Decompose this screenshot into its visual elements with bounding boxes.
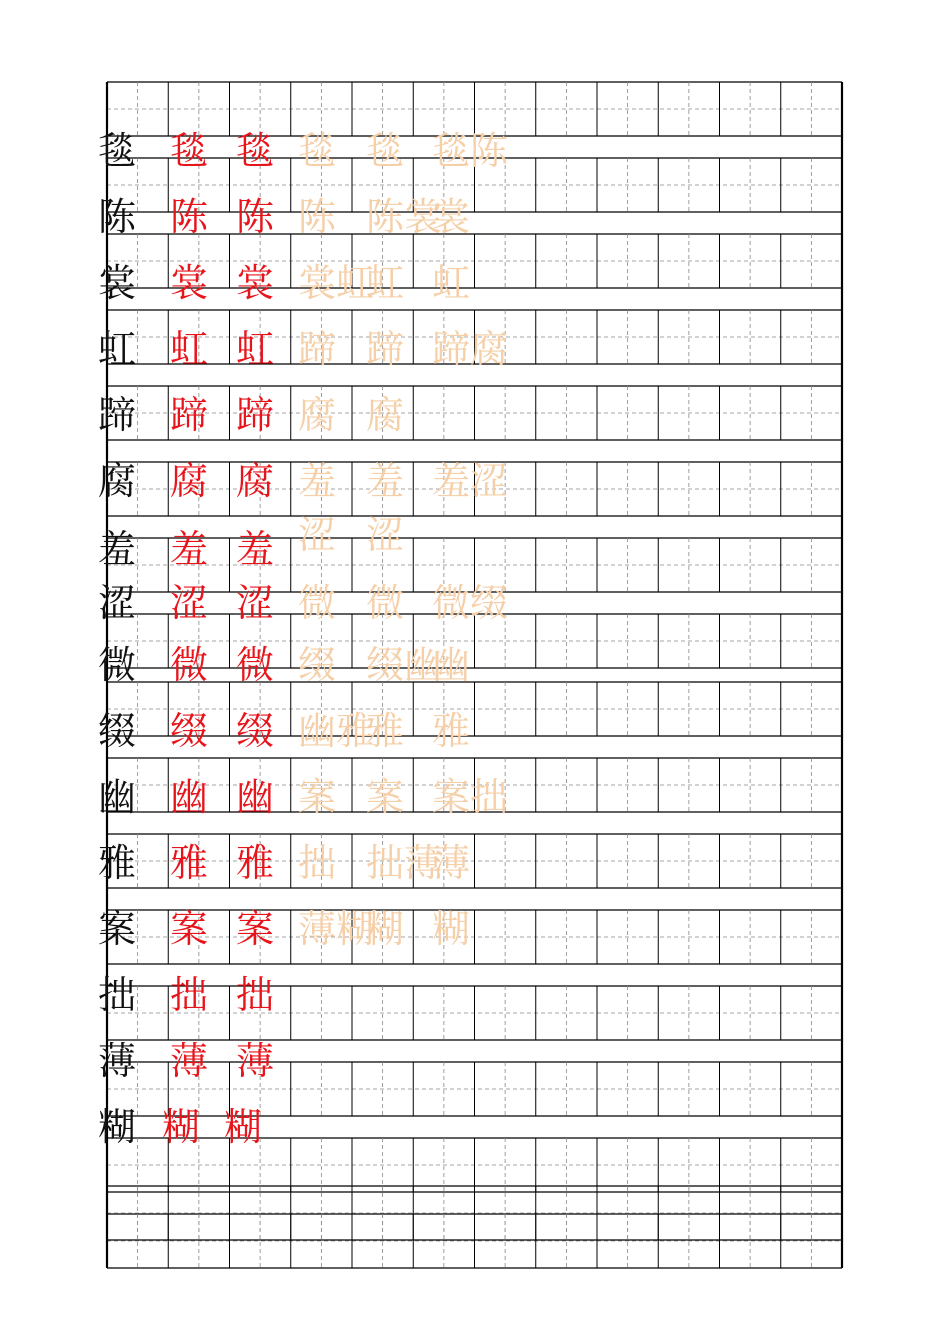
model-char: 裳 [98, 261, 137, 305]
model-char: 陈 [98, 195, 137, 239]
model-char: 腐 [98, 459, 137, 503]
red-trace-char: 糊 [162, 1105, 201, 1149]
red-trace-char: 幽 [170, 775, 209, 819]
red-trace-char: 裳 [236, 261, 275, 305]
model-char: 薄 [98, 1039, 137, 1083]
light-trace-char: 蹄腐 [432, 327, 509, 371]
model-char: 拙 [98, 973, 137, 1017]
model-char: 糊 [98, 1105, 137, 1149]
light-trace-char: 裳虹 [298, 261, 375, 305]
red-trace-char: 毯 [170, 129, 209, 173]
light-trace-char: 幽 [432, 643, 471, 687]
light-trace-char: 蹄 [298, 327, 337, 371]
model-char: 涩 [98, 581, 137, 625]
red-trace-char: 微 [170, 643, 209, 687]
light-trace-char: 薄 [432, 841, 471, 885]
light-trace-char: 案拙 [432, 775, 509, 819]
red-trace-char: 拙 [236, 973, 275, 1017]
light-trace-char: 缀 [298, 643, 337, 687]
light-trace-char: 微 [366, 581, 405, 625]
red-trace-char: 雅 [170, 841, 209, 885]
light-trace-char: 羞涩 [432, 459, 509, 503]
light-trace-char: 裳 [432, 195, 471, 239]
light-trace-char: 陈 [298, 195, 337, 239]
red-trace-char: 羞 [170, 527, 209, 571]
light-trace-char: 腐 [298, 393, 337, 437]
red-trace-char: 案 [170, 907, 209, 951]
red-trace-char: 陈 [236, 195, 275, 239]
red-trace-char: 案 [236, 907, 275, 951]
red-trace-char: 薄 [170, 1039, 209, 1083]
red-trace-char: 幽 [236, 775, 275, 819]
red-trace-char: 缀 [236, 709, 275, 753]
red-trace-char: 糊 [224, 1105, 263, 1149]
model-char: 缀 [98, 709, 137, 753]
model-char: 毯 [98, 129, 137, 173]
red-trace-char: 裳 [170, 261, 209, 305]
light-trace-char: 雅 [432, 709, 471, 753]
light-trace-char: 案 [366, 775, 405, 819]
light-trace-char: 毯陈 [432, 129, 509, 173]
light-trace-char: 微 [298, 581, 337, 625]
red-trace-char: 腐 [236, 459, 275, 503]
red-trace-char: 拙 [170, 973, 209, 1017]
light-trace-char: 毯 [366, 129, 405, 173]
red-trace-char: 毯 [236, 129, 275, 173]
red-trace-char: 薄 [236, 1039, 275, 1083]
light-trace-char: 涩 [298, 513, 337, 557]
light-trace-char: 毯 [298, 129, 337, 173]
light-trace-char: 糊 [432, 907, 471, 951]
model-char: 幽 [98, 775, 137, 819]
red-trace-char: 蹄 [236, 393, 275, 437]
red-trace-char: 虹 [236, 327, 275, 371]
model-char: 蹄 [98, 393, 137, 437]
red-trace-char: 腐 [170, 459, 209, 503]
light-trace-char: 缀幽 [366, 643, 443, 687]
light-trace-char: 虹 [366, 261, 405, 305]
red-trace-char: 虹 [170, 327, 209, 371]
light-trace-char: 雅 [366, 709, 405, 753]
red-trace-char: 缀 [170, 709, 209, 753]
light-trace-char: 蹄 [366, 327, 405, 371]
light-trace-char: 糊 [366, 907, 405, 951]
red-trace-char: 微 [236, 643, 275, 687]
red-trace-char: 雅 [236, 841, 275, 885]
light-trace-char: 陈裳 [366, 195, 443, 239]
red-trace-char: 陈 [170, 195, 209, 239]
model-char: 案 [98, 907, 137, 951]
model-char: 羞 [98, 527, 137, 571]
light-trace-char: 拙薄 [366, 841, 443, 885]
model-char: 虹 [98, 327, 137, 371]
light-trace-char: 羞 [366, 459, 405, 503]
light-trace-char: 腐 [366, 393, 405, 437]
red-trace-char: 涩 [236, 581, 275, 625]
light-trace-char: 涩 [366, 513, 405, 557]
red-trace-char: 涩 [170, 581, 209, 625]
light-trace-char: 薄糊 [298, 907, 375, 951]
red-trace-char: 羞 [236, 527, 275, 571]
light-trace-char: 案 [298, 775, 337, 819]
light-trace-char: 微缀 [432, 581, 509, 625]
light-trace-char: 羞 [298, 459, 337, 503]
light-trace-char: 幽雅 [298, 709, 375, 753]
light-trace-char: 拙 [298, 841, 337, 885]
model-char: 雅 [98, 841, 137, 885]
red-trace-char: 蹄 [170, 393, 209, 437]
model-char: 微 [98, 643, 137, 687]
light-trace-char: 虹 [432, 261, 471, 305]
